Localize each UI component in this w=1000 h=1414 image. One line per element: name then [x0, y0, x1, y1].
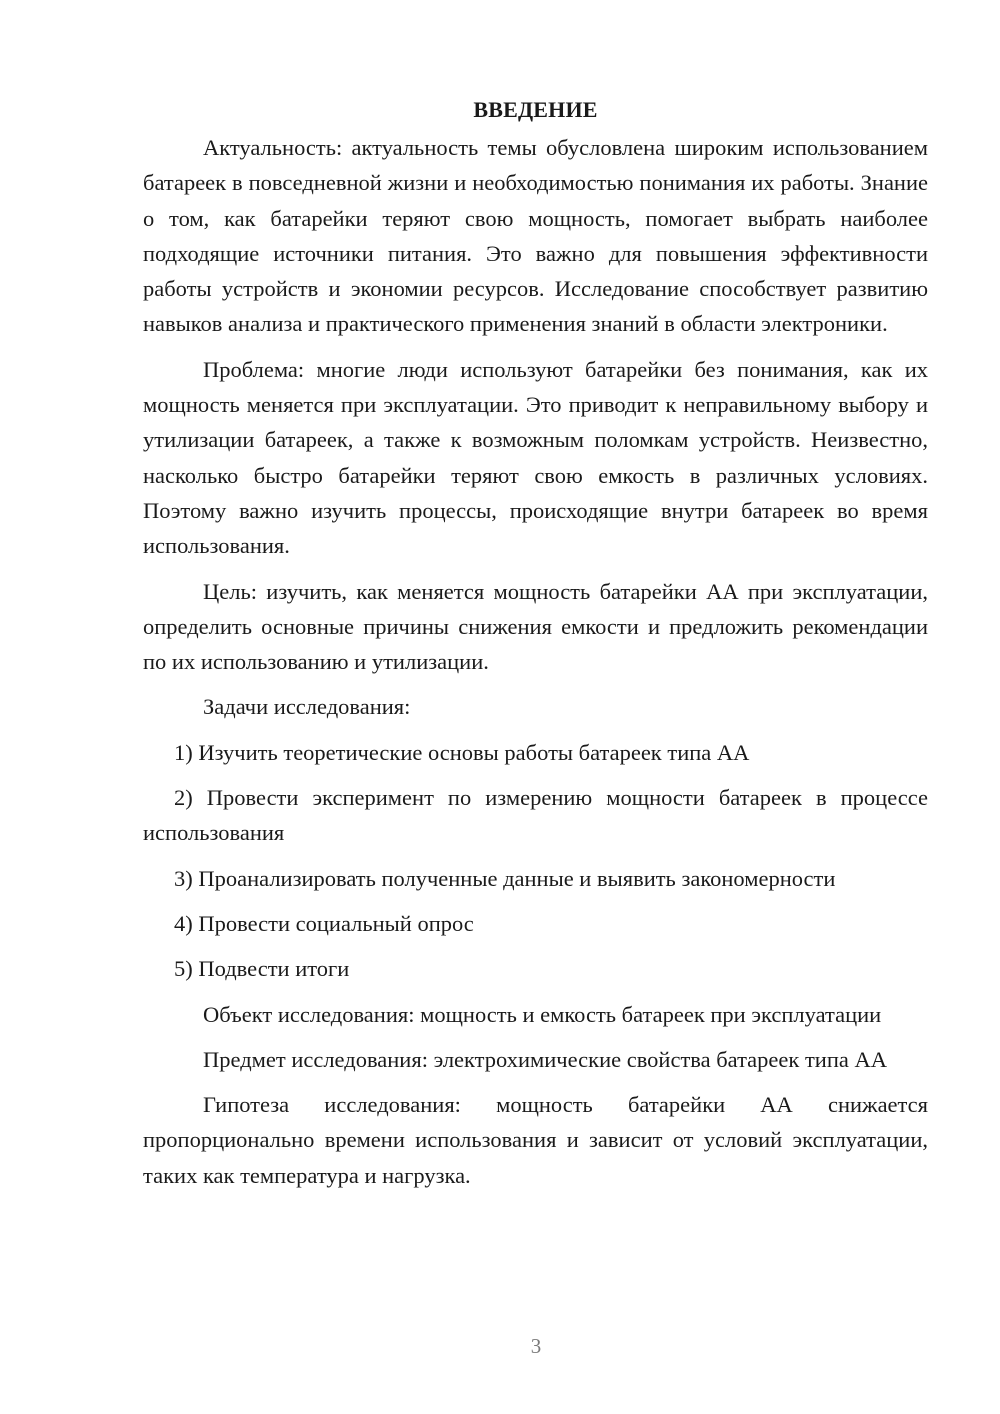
page-number: 3: [530, 1334, 542, 1358]
task-item: 3) Проанализировать полученные данные и выявить закономерности: [174, 865, 836, 891]
goal-paragraph: Цель: изучить, как меняется мощность батарейки АА при эксплуатации, определить основные причины снижения емкости и предложить рекомендации по их использованию и утилизации.: [143, 578, 928, 675]
problem-paragraph: Проблема: многие люди используют батарейки без понимания, как их мощность меняется при эксплуатации. Это приводит к неправильному выбору и утилизации батареек, а также к возможным поломкам устройств. Неизвестно, насколько быстро батарейки теряют свою емкость в различных условиях. Поэтому важно изучить процессы, происходящие внутри батареек во время использования.: [143, 356, 928, 559]
tasks-heading: Задачи исследования:: [203, 694, 411, 720]
document-page: [143, 92, 928, 1203]
task-item: 1) Изучить теоретические основы работы батареек типа АА: [174, 739, 750, 765]
task-item: 4) Провести социальный опрос: [174, 910, 474, 936]
task-item: 2) Провести эксперимент по измерению мощности батареек в процессе использования: [143, 785, 928, 846]
subject-paragraph: Предмет исследования: электрохимические свойства батареек типа АА: [203, 1046, 887, 1072]
relevance-paragraph: Актуальность: актуальность темы обусловлена широким использованием батареек в повседневной жизни и необходимостью понимания их работы. Знание о том, как батарейки теряют свою мощность, помогает выбрать наиболее подходящие источники питания. Это важно для повышения эффективности работы устройств и экономии ресурсов. Исследование способствует развитию навыков анализа и практического применения знаний в области электроники.: [143, 135, 928, 337]
task-item: 5) Подвести итоги: [174, 956, 350, 982]
hypothesis-paragraph: Гипотеза исследования: мощность батарейки АА снижается пропорционально времени использования и зависит от условий эксплуатации, таких как температура и нагрузка.: [143, 1092, 928, 1188]
page-title: ВВЕДЕНИЕ: [473, 97, 598, 122]
object-paragraph: Объект исследования: мощность и емкость батареек при эксплуатации: [203, 1001, 882, 1027]
tasks-list: [143, 735, 928, 987]
